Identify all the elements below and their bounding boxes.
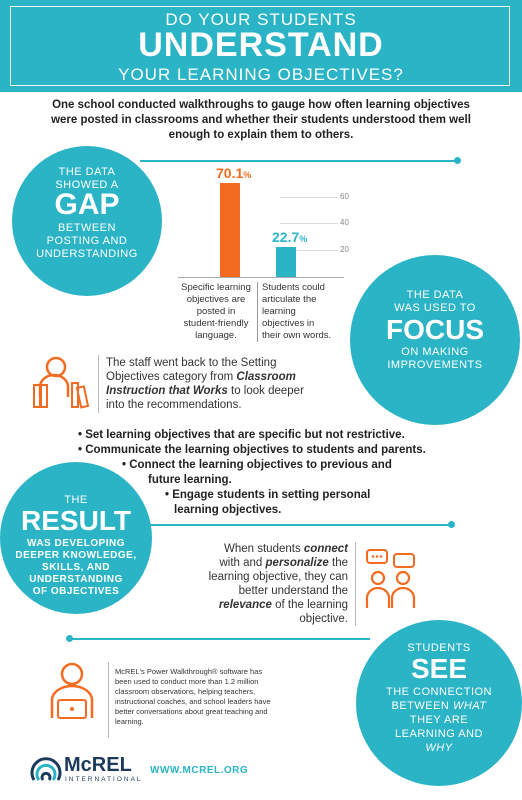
staff-line3-b: to look deeper — [227, 385, 304, 397]
result-circle — [0, 462, 152, 614]
footer-line1: McREL's Power Walkthrough® software has — [115, 667, 263, 676]
bar-articulate — [276, 247, 296, 277]
caption-posted-l5: language. — [195, 330, 237, 341]
gap-big: GAP — [54, 188, 120, 221]
staff-divider — [98, 355, 99, 413]
see-line3-a: BETWEEN — [391, 700, 453, 712]
gap-line5: UNDERSTANDING — [36, 248, 138, 260]
connect-line5-a: relevance — [218, 599, 272, 611]
staff-line2 — [106, 370, 356, 384]
focus-big: FOCUS — [386, 314, 484, 345]
bullet-2: • Communicate the learning objectives to students and parents. — [78, 444, 426, 456]
focus-line1: THE DATA — [406, 289, 464, 301]
caption-articulate — [262, 282, 348, 342]
website-link[interactable]: WWW.MCREL.ORG — [150, 765, 249, 776]
caption-posted-l1: Specific learning — [181, 282, 251, 293]
connect-line5-b: of the learning — [271, 599, 348, 611]
footer-line4: instructional coaches, and school leaders have — [115, 697, 271, 706]
see-line3 — [356, 700, 522, 713]
focus-line3: ON MAKING — [401, 346, 469, 358]
connector-dot-3 — [66, 635, 73, 642]
y-tick-40: 40 — [340, 218, 349, 227]
bar-posted — [220, 183, 240, 277]
bar-chart — [170, 165, 355, 278]
gridline-60 — [280, 197, 338, 198]
result-line1: THE — [64, 494, 88, 506]
connector-dot-2 — [448, 521, 455, 528]
bullet-3-cont: future learning. — [148, 474, 232, 486]
see-line5: LEARNING AND — [395, 728, 483, 740]
footer-line5: better conversations about great teaching and — [115, 707, 268, 716]
bullet-4: • Engage students in setting personal — [165, 489, 371, 501]
header-title: UNDERSTAND — [138, 26, 384, 64]
result-line6: OF OBJECTIVES — [32, 586, 120, 597]
logo-subtitle: INTERNATIONAL — [65, 776, 143, 783]
header-line3: YOUR LEARNING OBJECTIVES? — [118, 65, 404, 84]
connect-paragraph — [176, 542, 348, 626]
footer-line2: been used to conduct more than 1.2 million — [115, 677, 259, 686]
connector-line-3 — [70, 638, 370, 640]
caption-posted-l3: posted in — [196, 306, 236, 317]
staff-line3-a: Instruction that Works — [106, 385, 228, 397]
logo-wordmark: McREL — [64, 754, 132, 776]
connect-line2-b: personalize — [265, 557, 329, 569]
footer-paragraph — [115, 667, 350, 727]
gap-line1: THE DATA — [58, 166, 116, 178]
connect-line2 — [176, 556, 348, 570]
bullet-3: • Connect the learning objectives to previous and — [122, 459, 392, 471]
footer-line3: classroom observations, helping teachers, — [115, 687, 256, 696]
caption-posted — [178, 282, 254, 342]
bullet-1: • Set learning objectives that are specific but not restrictive. — [78, 429, 405, 441]
bullet-4-cont: learning objectives. — [174, 504, 282, 516]
connect-line5 — [176, 598, 348, 612]
gap-line4: POSTING AND — [46, 235, 128, 247]
connect-line1-b: connect — [303, 543, 348, 555]
caption-articulate-l5: their own words. — [262, 330, 332, 341]
connect-line1 — [176, 542, 348, 556]
result-line3: DEEPER KNOWLEDGE, — [15, 550, 137, 561]
connect-line2-a: with and — [219, 557, 266, 569]
students-discussion-icon — [364, 548, 418, 612]
caption-articulate-l2: articulate the — [262, 294, 317, 305]
caption-posted-l2: objectives are — [186, 294, 246, 305]
y-tick-60: 60 — [340, 192, 349, 201]
header-banner — [0, 0, 522, 92]
y-tick-20: 20 — [340, 245, 349, 254]
connect-line4: better understand the — [238, 585, 348, 597]
focus-line2: WAS USED TO — [394, 302, 476, 314]
value-label-articulate: 22.7% — [272, 228, 308, 245]
gridline-40 — [280, 223, 338, 224]
caption-posted-l4: student-friendly — [183, 318, 249, 329]
focus-line4: IMPROVEMENTS — [387, 359, 483, 371]
connect-line6: objective. — [299, 613, 348, 625]
result-line2: WAS DEVELOPING — [26, 538, 126, 549]
staff-line4: into the recommendations. — [106, 399, 242, 411]
connector-dot-1 — [454, 157, 461, 164]
result-line4: SKILLS, AND — [42, 562, 110, 573]
connector-line-1 — [140, 160, 456, 162]
teacher-laptop-icon — [44, 660, 100, 722]
chart-baseline — [178, 277, 344, 278]
staff-line2-a: Objectives category from — [106, 371, 237, 383]
caption-articulate-l4: objectives in — [262, 318, 315, 329]
staff-line3 — [106, 384, 356, 398]
focus-circle — [350, 255, 520, 425]
see-big: SEE — [410, 653, 468, 684]
see-line6: WHY — [425, 742, 453, 754]
connect-line1-a: When students — [224, 543, 304, 555]
intro-text: One school conducted walkthroughs to gauge how often learning objectives were posted in classrooms and whether their students understood them well enough to explain them to others. — [51, 99, 471, 141]
staff-line2-b: Classroom — [236, 371, 296, 383]
caption-articulate-l1: Students could — [262, 282, 325, 293]
see-line1: STUDENTS — [407, 642, 471, 654]
footer-divider — [108, 662, 109, 738]
gap-line3: BETWEEN — [58, 222, 116, 234]
gap-circle — [12, 146, 162, 296]
see-line3-b: WHAT — [452, 700, 487, 712]
footer-line6: learning. — [115, 717, 144, 726]
connector-line-2 — [130, 524, 450, 526]
gap-line2: SHOWED A — [55, 179, 119, 191]
connect-line3: learning objective, they can — [208, 571, 348, 583]
header-line1: DO YOUR STUDENTS — [165, 10, 357, 29]
result-big: RESULT — [21, 505, 131, 536]
see-circle — [356, 620, 522, 786]
connect-divider — [355, 542, 356, 626]
mcrel-logo-icon — [30, 752, 62, 784]
teacher-books-icon — [32, 353, 92, 411]
value-label-posted: 70.1% — [216, 165, 252, 182]
see-line4: THEY ARE — [409, 714, 469, 726]
staff-line1: The staff went back to the Setting — [106, 357, 277, 369]
caption-articulate-l3: learning — [262, 306, 296, 317]
see-line2: THE CONNECTION — [386, 686, 492, 698]
caption-divider — [257, 282, 258, 342]
result-line5: UNDERSTANDING — [29, 574, 123, 585]
staff-paragraph — [106, 356, 356, 412]
connect-line2-c: the — [328, 557, 348, 569]
